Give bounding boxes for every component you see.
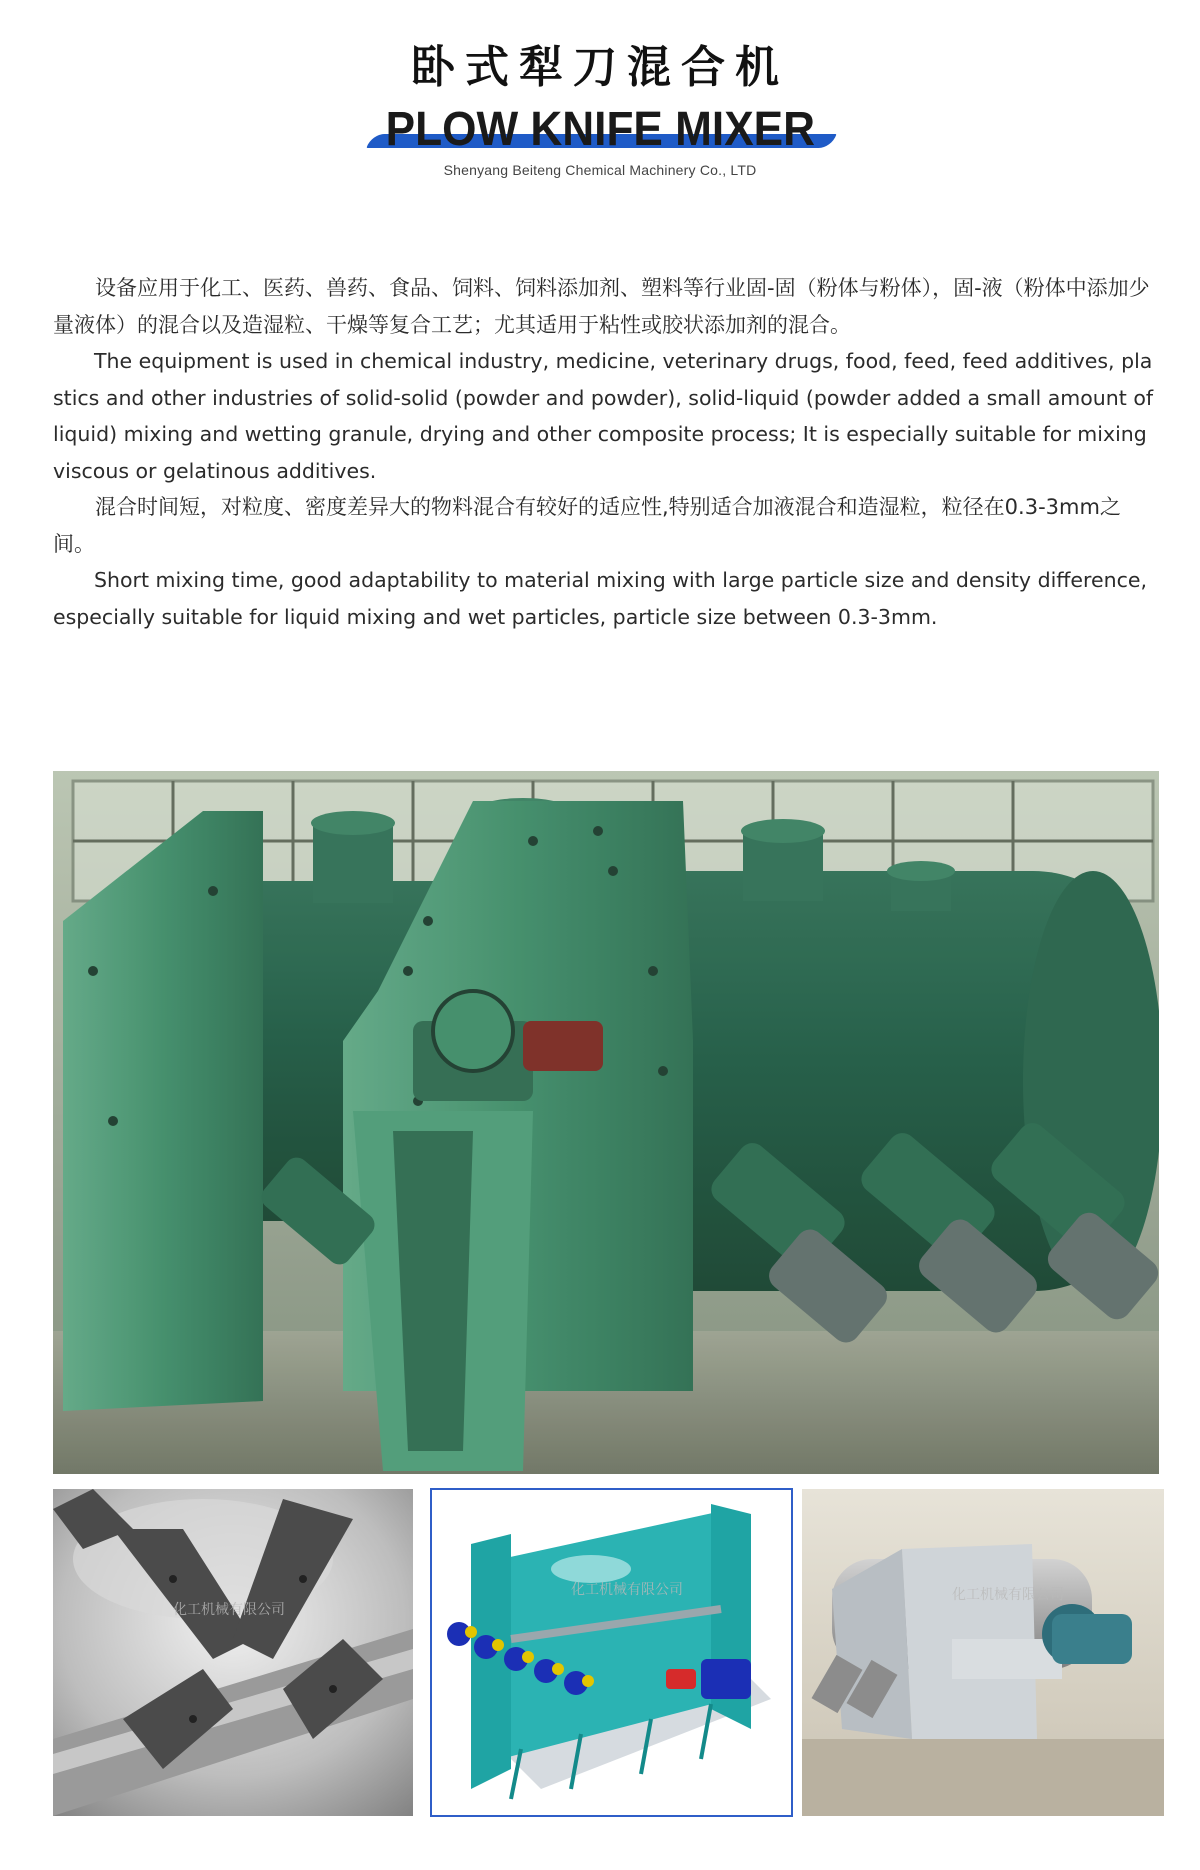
title-english-wrap	[367, 100, 834, 160]
page-header	[0, 40, 1200, 178]
paragraph-en-1: The equipment is used in chemical industry, medicine, veterinary drugs, food, feed, feed additives, plastics and other industries of solid-solid (powder and powder), solid-liquid (powder added a small amount of liquid) mixing and wetting granule, drying and other composite process; It is especially suitable for mixing viscous or gelatinous additives.	[53, 349, 1154, 483]
thumbnail-3d-render	[431, 1489, 792, 1816]
watermark-text-2: 化工机械有限公司	[571, 1582, 683, 1598]
paragraph-cn-1: 设备应用于化工、医药、兽药、食品、饲料、饲料添加剂、塑料等行业固-固（粉体与粉体），固-液（粉体中添加少量液体）的混合以及造湿粒、干燥等复合工艺；尤其适用于粘性或胶状添加剂的混合。	[53, 276, 1150, 337]
watermark-text-3: 化工机械有限公司	[952, 1587, 1064, 1603]
company-name: Shenyang Beiteng Chemical Machinery Co., LTD	[443, 162, 757, 178]
title-chinese: 卧式犁刀混合机	[411, 42, 789, 93]
paragraph-en-2: Short mixing time, good adaptability to material mixing with large particle size and density difference, especially suitable for liquid mixing and wet particles, particle size between 0.3-3mm.	[53, 568, 1148, 629]
title-english: PLOW KNIFE MIXER	[385, 103, 815, 156]
paragraph-cn-2: 混合时间短，对粒度、密度差异大的物料混合有较好的适应性,特别适合加液混合和造湿粒，粒径在0.3-3mm之间。	[53, 495, 1121, 556]
thumbnail-grey-mixer-photo	[802, 1489, 1164, 1816]
main-product-photo	[53, 771, 1159, 1474]
description-section	[53, 270, 1159, 635]
thumbnail-blades-photo	[53, 1489, 413, 1816]
watermark-text: 化工机械有限公司	[173, 1602, 285, 1618]
